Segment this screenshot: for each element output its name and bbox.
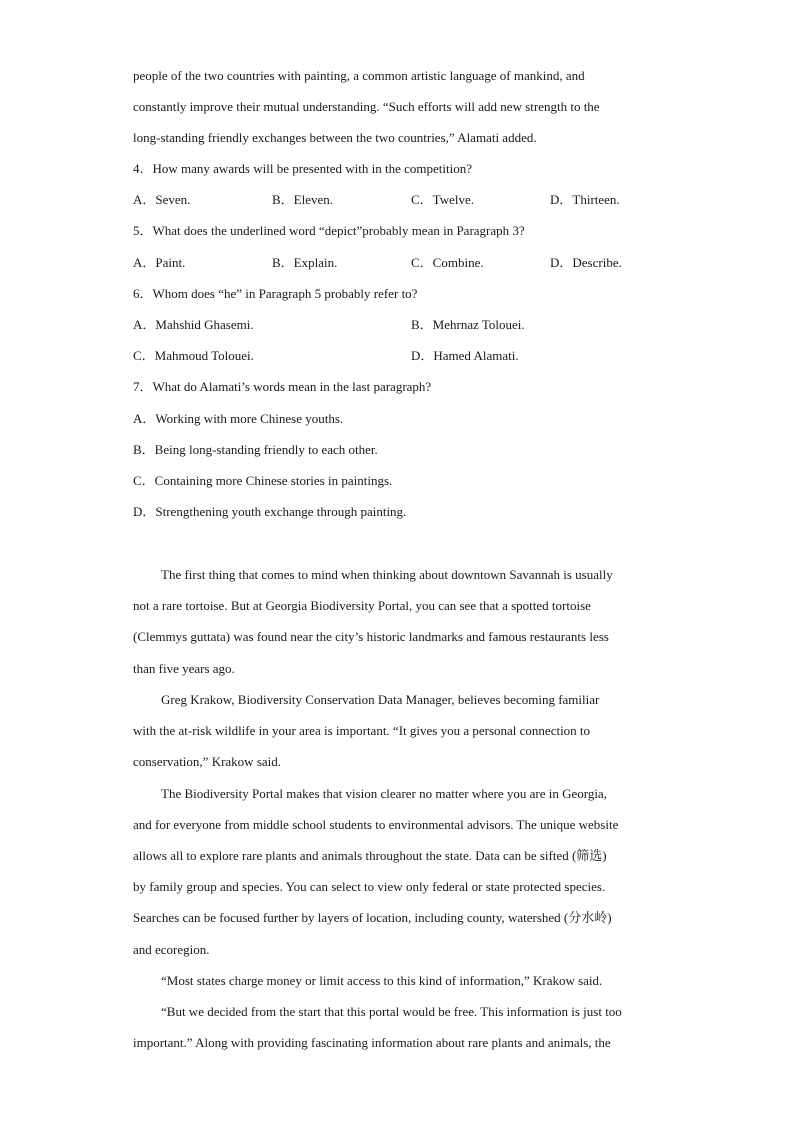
answer-option: D．Thirteen. [550, 192, 620, 207]
answer-option: B．Being long-standing friendly to each other. [133, 442, 378, 457]
passage-line: conservation,” Krakow said. [133, 754, 282, 769]
passage-line: by family group and species. You can select to view only federal or state protected species. [133, 879, 606, 894]
answer-option: C．Combine. [411, 255, 484, 270]
passage-line: (Clemmys guttata) was found near the city’s historic landmarks and famous restaurants less [133, 629, 609, 644]
passage-line: “But we decided from the start that this portal would be free. This information is just too [161, 1004, 622, 1019]
passage-line: Searches can be focused further by layers of location, including county, watershed (分水岭) [133, 910, 612, 925]
passage-line: allows all to explore rare plants and animals throughout the state. Data can be sifted (筛选) [133, 848, 607, 863]
passage-line: important.” Along with providing fascinating information about rare plants and animals, the [133, 1035, 611, 1050]
answer-option: A．Paint. [133, 255, 186, 270]
answer-option: C．Containing more Chinese stories in paintings. [133, 473, 393, 488]
answer-option: A．Working with more Chinese youths. [133, 411, 344, 426]
passage-line: constantly improve their mutual understanding. “Such efforts will add new strength to the [133, 99, 600, 114]
question-stem: 4．How many awards will be presented with in the competition? [133, 161, 473, 176]
question-stem: 5．What does the underlined word “depict”probably mean in Paragraph 3? [133, 223, 525, 238]
answer-option: B．Explain. [272, 255, 338, 270]
answer-option: D．Describe. [550, 255, 622, 270]
passage-line: with the at-risk wildlife in your area is important. “It gives you a personal connection to [133, 723, 591, 738]
answer-option: C．Twelve. [411, 192, 474, 207]
answer-option: C．Mahmoud Tolouei. [133, 348, 254, 363]
passage-line: The Biodiversity Portal makes that vision clearer no matter where you are in Georgia, [161, 786, 607, 801]
passage-line: The first thing that comes to mind when thinking about downtown Savannah is usually [161, 567, 613, 582]
passage-line: and for everyone from middle school students to environmental advisors. The unique website [133, 817, 619, 832]
passage-line: and ecoregion. [133, 942, 210, 957]
answer-option: A．Seven. [133, 192, 191, 207]
passage-line: people of the two countries with painting, a common artistic language of mankind, and [133, 68, 585, 83]
question-stem: 7．What do Alamati’s words mean in the last paragraph? [133, 379, 432, 394]
answer-option: D．Hamed Alamati. [411, 348, 519, 363]
answer-option: D．Strengthening youth exchange through painting. [133, 504, 407, 519]
question-stem: 6．Whom does “he” in Paragraph 5 probably refer to? [133, 286, 418, 301]
passage-line: “Most states charge money or limit access to this kind of information,” Krakow said. [161, 973, 603, 988]
answer-option: B．Eleven. [272, 192, 334, 207]
answer-option: A．Mahshid Ghasemi. [133, 317, 254, 332]
passage-line: Greg Krakow, Biodiversity Conservation Data Manager, believes becoming familiar [161, 692, 600, 707]
passage-line: than five years ago. [133, 661, 235, 676]
passage-line: long-standing friendly exchanges between the two countries,” Alamati added. [133, 130, 537, 145]
answer-option: B．Mehrnaz Tolouei. [411, 317, 525, 332]
passage-line: not a rare tortoise. But at Georgia Biodiversity Portal, you can see that a spotted tortoise [133, 598, 591, 613]
